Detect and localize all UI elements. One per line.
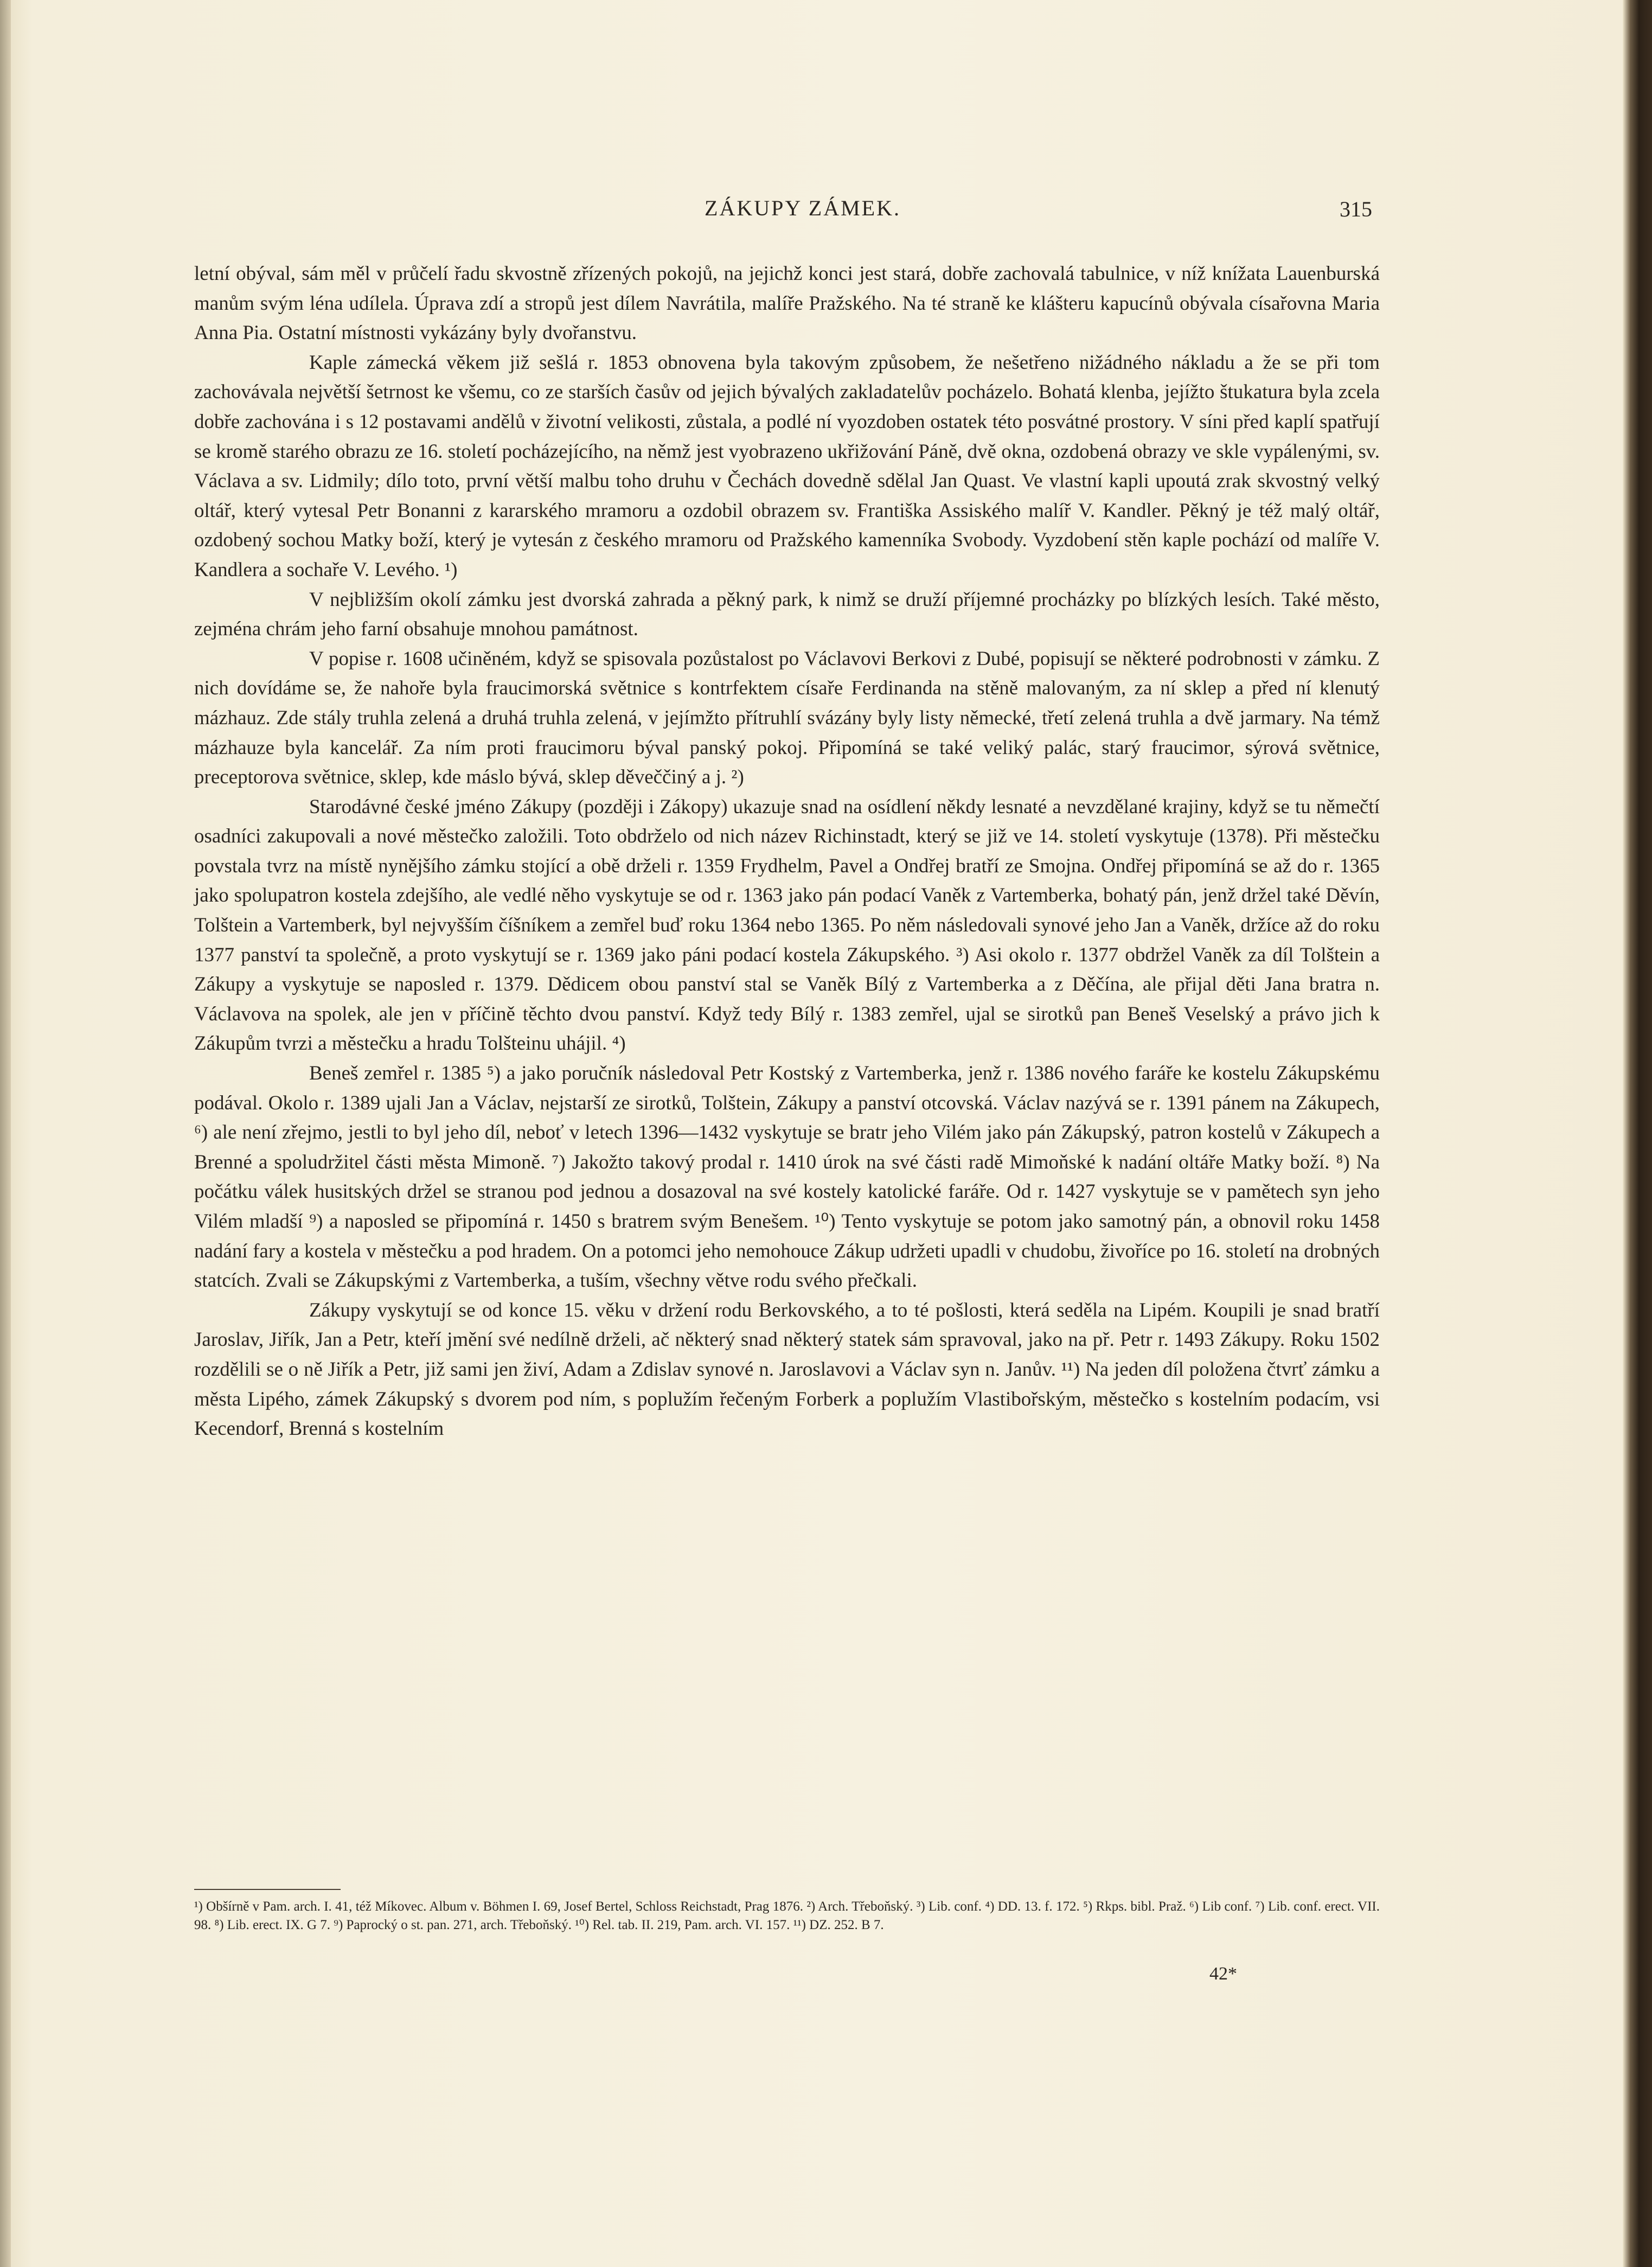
paragraph-5: Starodávné české jméno Zákupy (později i Zákopy) ukazuje snad na osídlení někdy lesnaté a nevzdělané krajiny, když se tu němečtí osadníci zakupovali a nové městečko založili. Toto obdrželo od nich název Richinstadt, který se již ve 14. století vyskytuje (1378). Při městečku povstala tvrz na místě nynějšího zámku stojící a obě drželi r. 1359 Frydhelm, Pavel a Ondřej bratří ze Smojna. Ondřej připomíná se až do r. 1365 jako spolupatron kostela zdejšího, ale vedlé něho vyskytuje se od r. 1363 jako pán podací Vaněk z Vartemberka, bohatý pán, jenž držel také Děvín, Tolštein a Vartemberk, byl nejvyšším číšníkem a zemřel buď roku 1364 nebo 1365. Po něm následovali synové jeho Jan a Vaněk, držíce až do roku 1377 panství ta společně, a proto vyskytují se r. 1369 jako páni podací kostela Zákupského. ³) Asi okolo r. 1377 obdržel Vaněk za díl Tolštein a Zákupy a vyskytuje se naposled r. 1379. Dědicem obou panství stal se Vaněk Bílý z Vartemberka a z Děčína, ale přijal děti Jana bratra n. Václavova na spolek, ale jen v příčině těchto dvou panství. Když tedy Bílý r. 1383 zemřel, ujal se sirotků pan Beneš Veselský a právo jich k Zákupům tvrzi a městečku a hradu Tolšteinu uhájil. ⁴): [194, 795, 1380, 1055]
page-number: 315: [1340, 197, 1372, 221]
footnotes: ¹) Obšírně v Pam. arch. I. 41, též Míkovec. Album v. Böhmen I. 69, Josef Bertel, Schloss Reichstadt, Prag 1876. ²) Arch. Třeboňský. ³) Lib. conf. ⁴) DD. 13. f. 172. ⁵) Rkps. bibl. Praž. ⁶) Lib conf. ⁷) Lib. conf. erect. VII. 98. ⁸) Lib. erect. IX. G 7. ⁹) Paprocký o st. pan. 271, arch. Třeboňský. ¹⁰) Rel. tab. II. 219, Pam. arch. VI. 157. ¹¹) DZ. 252. B 7.: [194, 1899, 1380, 1932]
paragraph-4: V popise r. 1608 učiněném, když se spisovala pozůstalost po Václavovi Berkovi z Dubé, popisují se některé podrobnosti v zámku. Z nich dovídáme se, že nahoře byla fraucimorská světnice s kontrfektem císaře Ferdinanda na stěně malovaným, za ní sklep a před ní klenutý mázhauz. Zde stály truhla zelená a druhá truhla zelená, v jejímžto přítruhlí svázány byly listy německé, třetí zelená truhla a dvě jarmary. Na témž mázhauze byla kancelář. Za ním proti fraucimoru býval panský pokoj. Připomíná se také veliký palác, starý fraucimor, sýrová světnice, preceptorova světnice, sklep, kde máslo bývá, sklep děveččiný a j. ²): [194, 647, 1380, 789]
paragraph-2: Kaple zámecká věkem již sešlá r. 1853 obnovena byla takovým způsobem, že nešetřeno nižádného nákladu a že se při tom zachovávala největší šetrnost ke všemu, co ze starších časův od jejich bývalých zakladatelův pocházelo. Bohatá klenba, jejížto štukatura byla zcela dobře zachována i s 12 postavami andělů v životní velikosti, zůstala, a podlé ní vyozdoben ostatek této posvátné prostory. V síni před kaplí spatřují se kromě starého obrazu ze 16. století pocházejícího, na němž jest vyobrazeno ukřižování Páně, dvě okna, ozdobená obrazy ve skle vypálenými, sv. Václava a sv. Lidmily; dílo toto, první větší malbu toho druhu v Čechách dovedně sdělal Jan Quast. Ve vlastní kapli upoutá zrak skvostný velký oltář, který vytesal Petr Bonanni z kararského mramoru a ozdobil obrazem sv. Františka Assiského malíř V. Kandler. Pěkný je též malý oltář, ozdobený sochou Matky boží, který je vytesán z českého mramoru od Pražského kamenníka Svobody. Vyzdobení stěn kaple pochází od malíře V. Kandlera a sochaře V. Levého. ¹): [194, 351, 1380, 581]
paragraph-3: V nejbližším okolí zámku jest dvorská zahrada a pěkný park, k nimž se druží příjemné procházky po blízkých lesích. Také město, zejména chrám jeho farní obsahuje mnohou památnost.: [194, 588, 1380, 641]
running-title: ZÁKUPY ZÁMEK.: [705, 196, 901, 220]
paragraph-7: Zákupy vyskytují se od konce 15. věku v držení rodu Berkovského, a to té pošlosti, která seděla na Lipém. Koupili je snad bratří Jaroslav, Jiřík, Jan a Petr, kteří jmění své nedílně drželi, ač některý snad některý statek sám spravoval, jako na př. Petr r. 1493 Zákupy. Roku 1502 rozdělili se o ně Jiřík a Petr, již sami jen živí, Adam a Zdislav synové n. Jaroslavovi a Václav syn n. Janův. ¹¹) Na jeden díl položena čtvrť zámku a města Lipého, zámek Zákupský s dvorem pod ním, s poplužím řečeným Forberk a poplužím Vlastibořským, městečko s kostelním podacím, vsi Kecendorf, Brenná s kostelním: [194, 1299, 1380, 1440]
signature-mark: 42*: [1209, 1964, 1237, 1984]
binding-edge: [0, 0, 11, 2267]
footnote-divider: [194, 1889, 341, 1890]
paragraph-1: letní obýval, sám měl v průčelí řadu skvostně zřízených pokojů, na jejichž konci jest stará, dobře zachovalá tabulnice, v níž knížata Lauenburská manům svým léna udílela. Úprava zdí a stropů jest dílem Navrátila, malíře Pražského. Na té straně ke klášteru kapucínů obývala císařovna Maria Anna Pia. Ostatní místnosti vykázány byly dvořanstvu.: [194, 263, 1380, 344]
paragraph-6: Beneš zemřel r. 1385 ⁵) a jako poručník následoval Petr Kostský z Vartemberka, jenž r. 1386 nového faráře ke kostelu Zákupskému podával. Okolo r. 1389 ujali Jan a Václav, nejstarší ze sirotků, Tolštein, Zákupy a panství otcovská. Václav nazývá se r. 1391 pánem na Zákupech, ⁶) ale není zřejmo, jestli to byl jeho díl, neboť v letech 1396—1432 vyskytuje se bratr jeho Vilém jako pán Zákupský, patron kostelů v Zákupech a Brenné a spoludržitel části města Mimoně. ⁷) Jakožto takový prodal r. 1410 úrok na své části radě Mimoňské k nadání oltáře Matky boží. ⁸) Na počátku válek husitských držel se stranou pod jednou a dosazoval na své kostely katolické faráře. Od r. 1427 vyskytuje se v pamětech syn jeho Vilém mladší ⁹) a naposled se připomíná r. 1450 s bratrem svým Benešem. ¹⁰) Tento vyskytuje se potom jako samotný pán, a obnovil roku 1458 nadání fary a kostela v městečku a pod hradem. On a potomci jeho nemohouce Zákup udržeti upadli v chudobu, živoříce po 16. století na drobných statcích. Zvali se Zákupskými z Vartemberka, a tuším, všechny větve rodu svého přečkali.: [194, 1062, 1380, 1292]
body-text: [194, 259, 1380, 1444]
cover-edge: [1623, 0, 1652, 2267]
